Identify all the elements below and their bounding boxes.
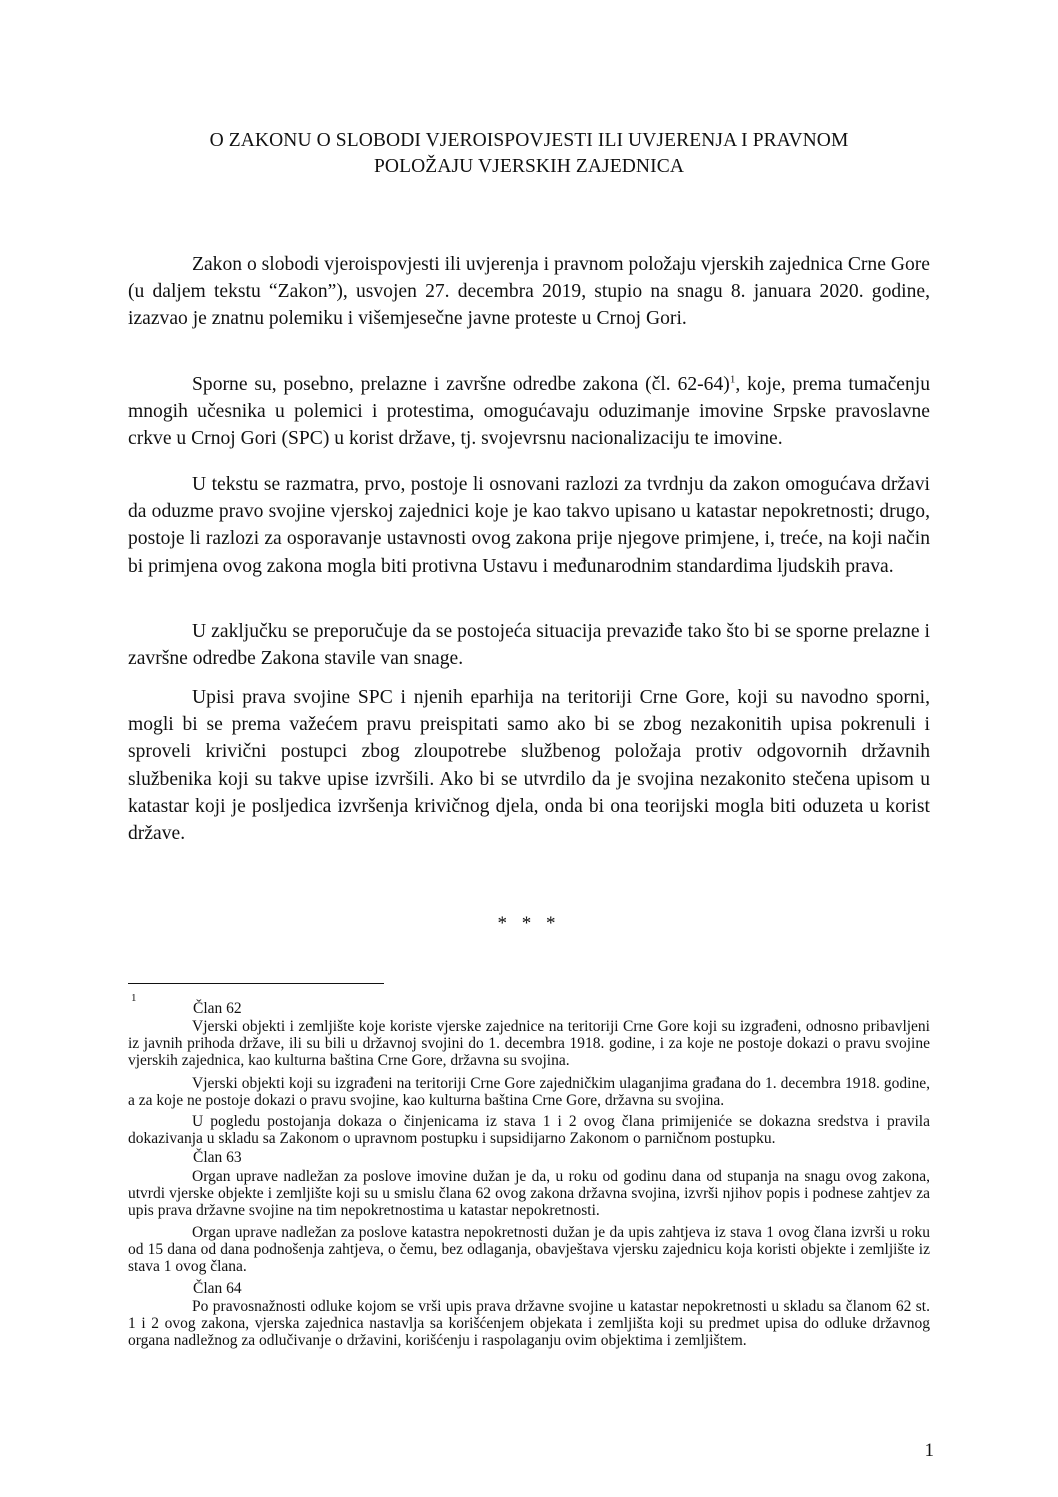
footnote-article-64-para-1: Po pravosnažnosti odluke kojom se vrši upis prava državne svojine u katastar nepokretnosti u skladu sa članom 62 st. 1 i 2 ovog zakona, vjerska zajednica nastavlja sa korišćenjem objekata i zemljišta koji su predmet upisa do odluke državnog organa nadležnog za odlučivanje o državini, korišćenju i raspolaganju ovim objektima i zemljištem. bbox=[128, 1298, 930, 1350]
footnote-divider bbox=[128, 983, 384, 984]
document-title bbox=[128, 128, 930, 180]
paragraph-analysis: U tekstu se razmatra, prvo, postoje li osnovani razlozi za tvrdnju da zakon omogućava državi da oduzme pravo svojine vjerskoj zajednici koje je kao takvo upisano u katastar nepokretnosti; drugo, postoje li razlozi za osporavanje ustavnosti ovog zakona prije njegove primjene, i, treće, na koji način bi primjena ovog zakona mogla biti protivna Ustavu i međunarodnim standardima ljudskih prava. bbox=[128, 474, 930, 577]
footnote-article-64-title: Član 64 bbox=[193, 1280, 242, 1297]
title-line-1: O ZAKONU O SLOBODI VJEROISPOVJESTI ILI UVJERENJA I PRAVNOM bbox=[209, 130, 849, 151]
paragraph-property-records: Upisi prava svojine SPC i njenih eparhija na teritoriji Crne Gore, koji su navodno sporni, mogli bi se prema važećem pravu preispitati samo ako bi se zbog nezakonitih upisa pokrenuli i sproveli krivični postupci zbog zloupotrebe službenog položaja protiv odgovornih državnih službenika koji su takve upise izvršili. Ako bi se utvrdilo da je svojina nezakonito stečena upisom u katastar koji je posljedica izvršenja krivičnog djela, onda bi ona teorijski mogla biti oduzeta u korist države. bbox=[128, 687, 930, 845]
paragraph-disputed-provisions bbox=[128, 371, 930, 453]
title-line-2: POLOŽAJU VJERSKIH ZAJEDNICA bbox=[373, 156, 684, 177]
footnote-article-63-para-1: Organ uprave nadležan za poslove imovine dužan je da, u roku od godinu dana od stupanja na snagu ovog zakona, utvrdi vjerske objekte i zemljište koji su u smislu člana 62 ovog zakona državna svojina, izvrši njihov popis i podnese zahtjev za upis prava državne svojine na tim nepokretnostima u katastar nepokretnosti. bbox=[128, 1168, 930, 1220]
page-number: 1 bbox=[924, 1440, 934, 1461]
footnote-article-62-title: Član 62 bbox=[193, 1000, 242, 1017]
paragraph-text: , koje, prema tumačenju mnogih učesnika u polemici i protestima, omogućavaju oduzimanje imovine Srpske pravoslavne crkve u Crnoj Gori (SPC) u korist države, tj. svojevrsnu nacionalizaciju te imovine. bbox=[128, 374, 930, 450]
footnote-article-62-para-1: Vjerski objekti i zemljište koje koriste vjerske zajednice na teritoriji Crne Gore koji su izgrađeni, odnosno pribavljeni iz javnih prihoda države, ili su bili u državnoj svojini do 1. decembra 1918. godine, i za koje ne postoje dokazi o pravu svojine vjerskih zajednica, kao kulturna baština Crne Gore, državna su svojina. bbox=[128, 1018, 930, 1070]
footnote-reference[interactable]: 1 bbox=[729, 373, 736, 386]
paragraph-intro: Zakon o slobodi vjeroispovjesti ili uvjerenja i pravnom položaju vjerskih zajednica Crne Gore (u daljem tekstu “Zakon”), usvojen 27. decembra 2019, stupio na snagu 8. januara 2020. godine, izazvao je znatnu polemiku i višemjesečne javne proteste u Crnoj Gori. bbox=[128, 254, 930, 330]
section-separator: * * * bbox=[497, 913, 561, 934]
footnote-article-62-para-3: U pogledu postojanja dokaza o činjenicama iz stava 1 i 2 ovog člana primijeniće se dokazna sredstva i pravila dokazivanja u skladu sa Zakonom o upravnom postupku i supsidijarno Zakonom o parničnom postupku. bbox=[128, 1113, 930, 1148]
footnote-number: 1 bbox=[131, 992, 137, 1004]
footnote-article-62-para-2: Vjerski objekti koji su izgrađeni na teritoriji Crne Gore zajedničkim ulaganjima građana do 1. decembra 1918. godine, a za koje ne postoje dokazi o pravu svojine, kao kulturna baština Crne Gore, državna su svojina. bbox=[128, 1075, 930, 1110]
paragraph-text: Sporne su, posebno, prelazne i završne odredbe zakona (čl. 62-64) bbox=[192, 374, 730, 395]
footnote-article-63-title: Član 63 bbox=[193, 1149, 242, 1166]
paragraph-conclusion: U zaključku se preporučuje da se postojeća situacija prevaziđe tako što bi se sporne prelazne i završne odredbe Zakona stavile van snage. bbox=[128, 621, 930, 670]
footnote-article-63-para-2: Organ uprave nadležan za poslove katastra nepokretnosti dužan je da upis zahtjeva iz stava 1 ovog člana izvrši u roku od 15 dana od dana podnošenja zahtjeva, o čemu, bez odlaganja, obavještava vjersku zajednicu koja koristi objekte i zemljište iz stava 1 ovog člana. bbox=[128, 1224, 930, 1276]
